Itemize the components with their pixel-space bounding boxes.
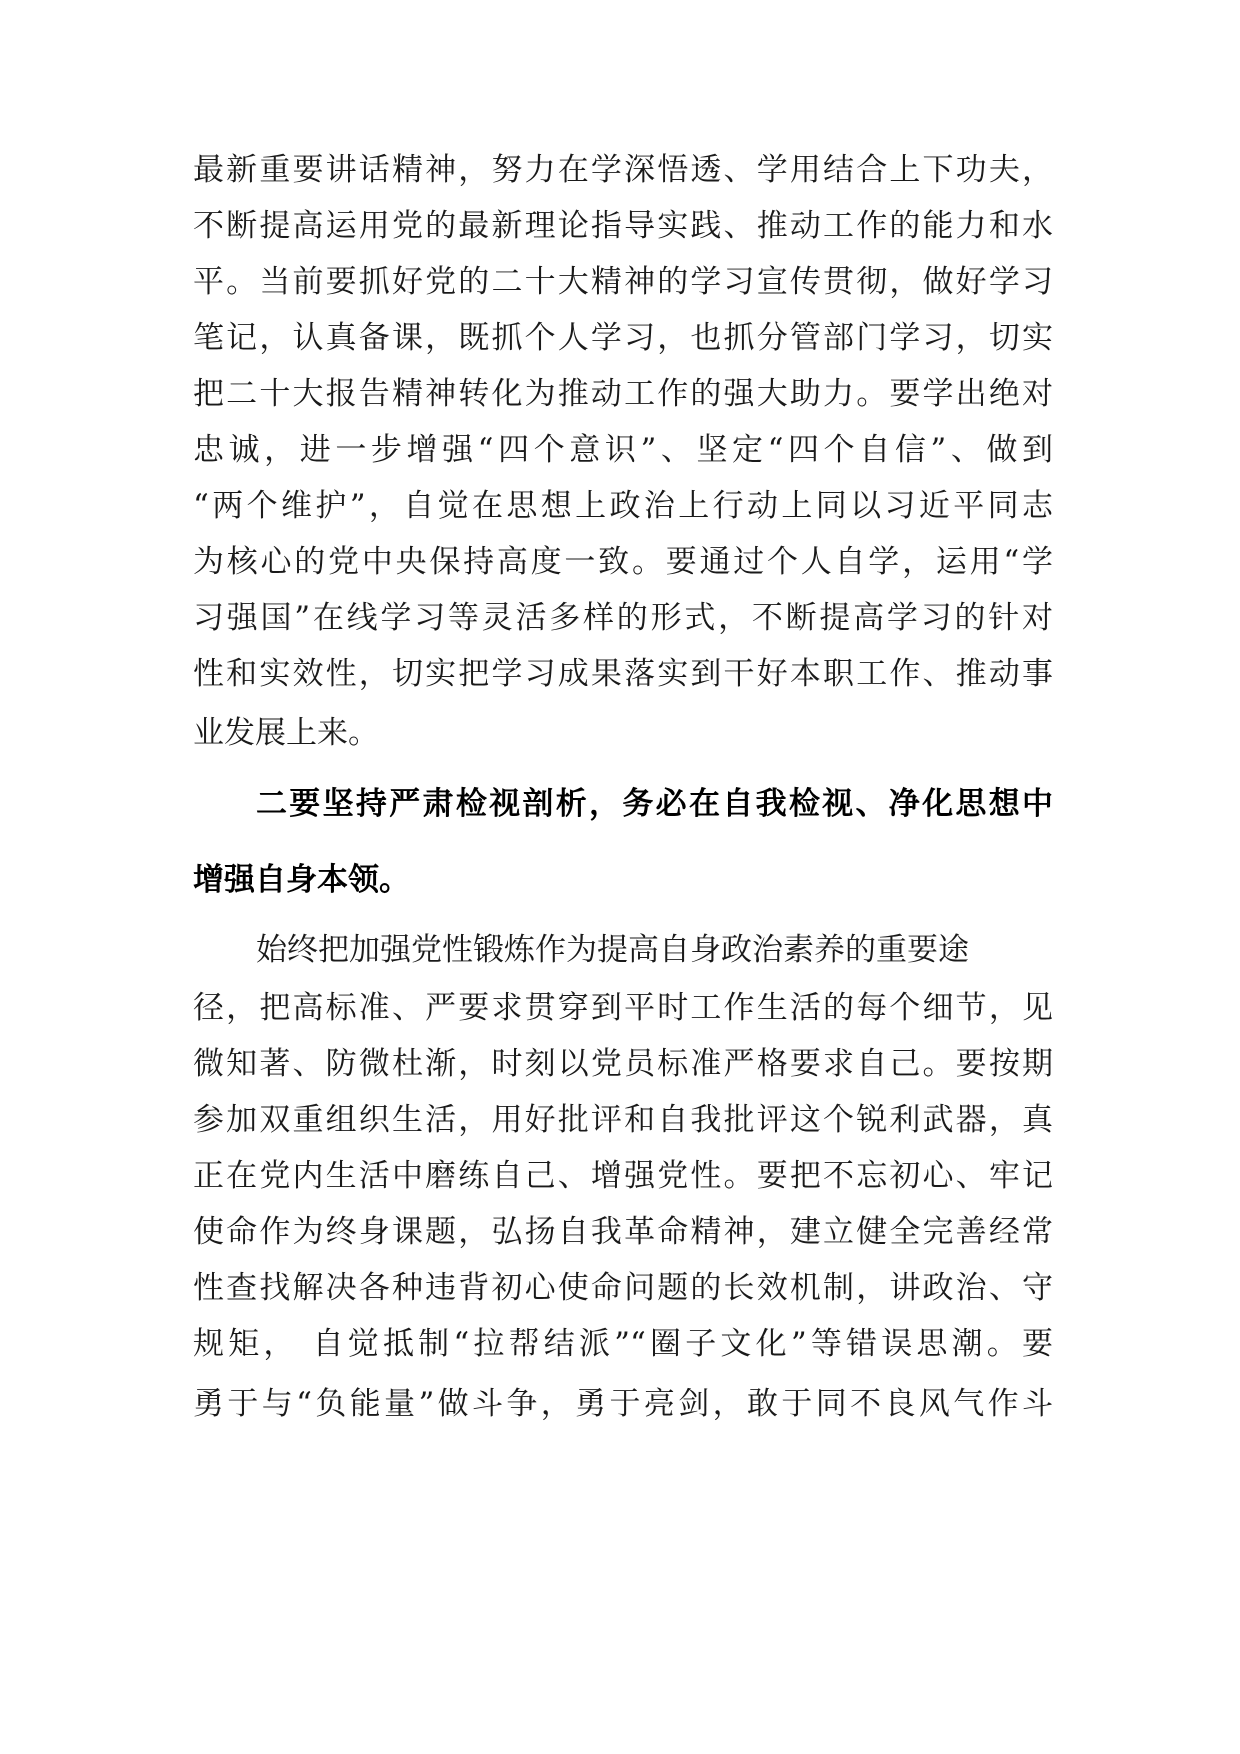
section-heading: 二要坚持严肃检视剖析，务必在自我检视、净化思想中 [256,786,1053,822]
paragraph-line: 忠诚，进一步增强“四个意识”、坚定“四个自信”、做到 [193,432,1053,468]
paragraph-line: 始终把加强党性锻炼作为提高自身政治素养的重要途 [256,932,969,968]
section-heading: 增强自身本领。 [193,862,410,898]
paragraph-line: 使命作为终身课题，弘扬自我革命精神，建立健全完善经常 [193,1214,1053,1250]
paragraph-line: 参加双重组织生活，用好批评和自我批评这个锐利武器，真 [193,1102,1053,1138]
paragraph-line: 勇于与“负能量”做斗争，勇于亮剑，敢于同不良风气作斗 [193,1386,1053,1422]
paragraph-line: 径，把高标准、严要求贯穿到平时工作生活的每个细节，见 [193,990,1053,1026]
paragraph-line: 最新重要讲话精神，努力在学深悟透、学用结合上下功夫， [193,152,1053,188]
paragraph-line: 业发展上来。 [193,715,379,751]
paragraph-line: 正在党内生活中磨练自己、增强党性。要把不忘初心、牢记 [193,1158,1053,1194]
paragraph-line: 不断提高运用党的最新理论指导实践、推动工作的能力和水 [193,208,1053,244]
paragraph-line: 笔记，认真备课，既抓个人学习，也抓分管部门学习，切实 [193,320,1053,356]
paragraph-line: 习强国”在线学习等灵活多样的形式，不断提高学习的针对 [193,600,1053,636]
paragraph-line: 性和实效性，切实把学习成果落实到干好本职工作、推动事 [193,656,1053,692]
paragraph-line: 微知著、防微杜渐，时刻以党员标准严格要求自己。要按期 [193,1046,1053,1082]
paragraph-line: 平。当前要抓好党的二十大精神的学习宣传贯彻，做好学习 [193,264,1053,300]
paragraph-line: 为核心的党中央保持高度一致。要通过个人自学，运用“学 [193,544,1053,580]
paragraph-line: 把二十大报告精神转化为推动工作的强大助力。要学出绝对 [193,376,1053,412]
paragraph-line: 规矩， 自觉抵制“拉帮结派”“圈子文化”等错误思潮。要 [193,1326,1053,1362]
paragraph-line: 性查找解决各种违背初心使命问题的长效机制，讲政治、守 [193,1270,1053,1306]
paragraph-line: “两个维护”，自觉在思想上政治上行动上同以习近平同志 [193,488,1053,524]
